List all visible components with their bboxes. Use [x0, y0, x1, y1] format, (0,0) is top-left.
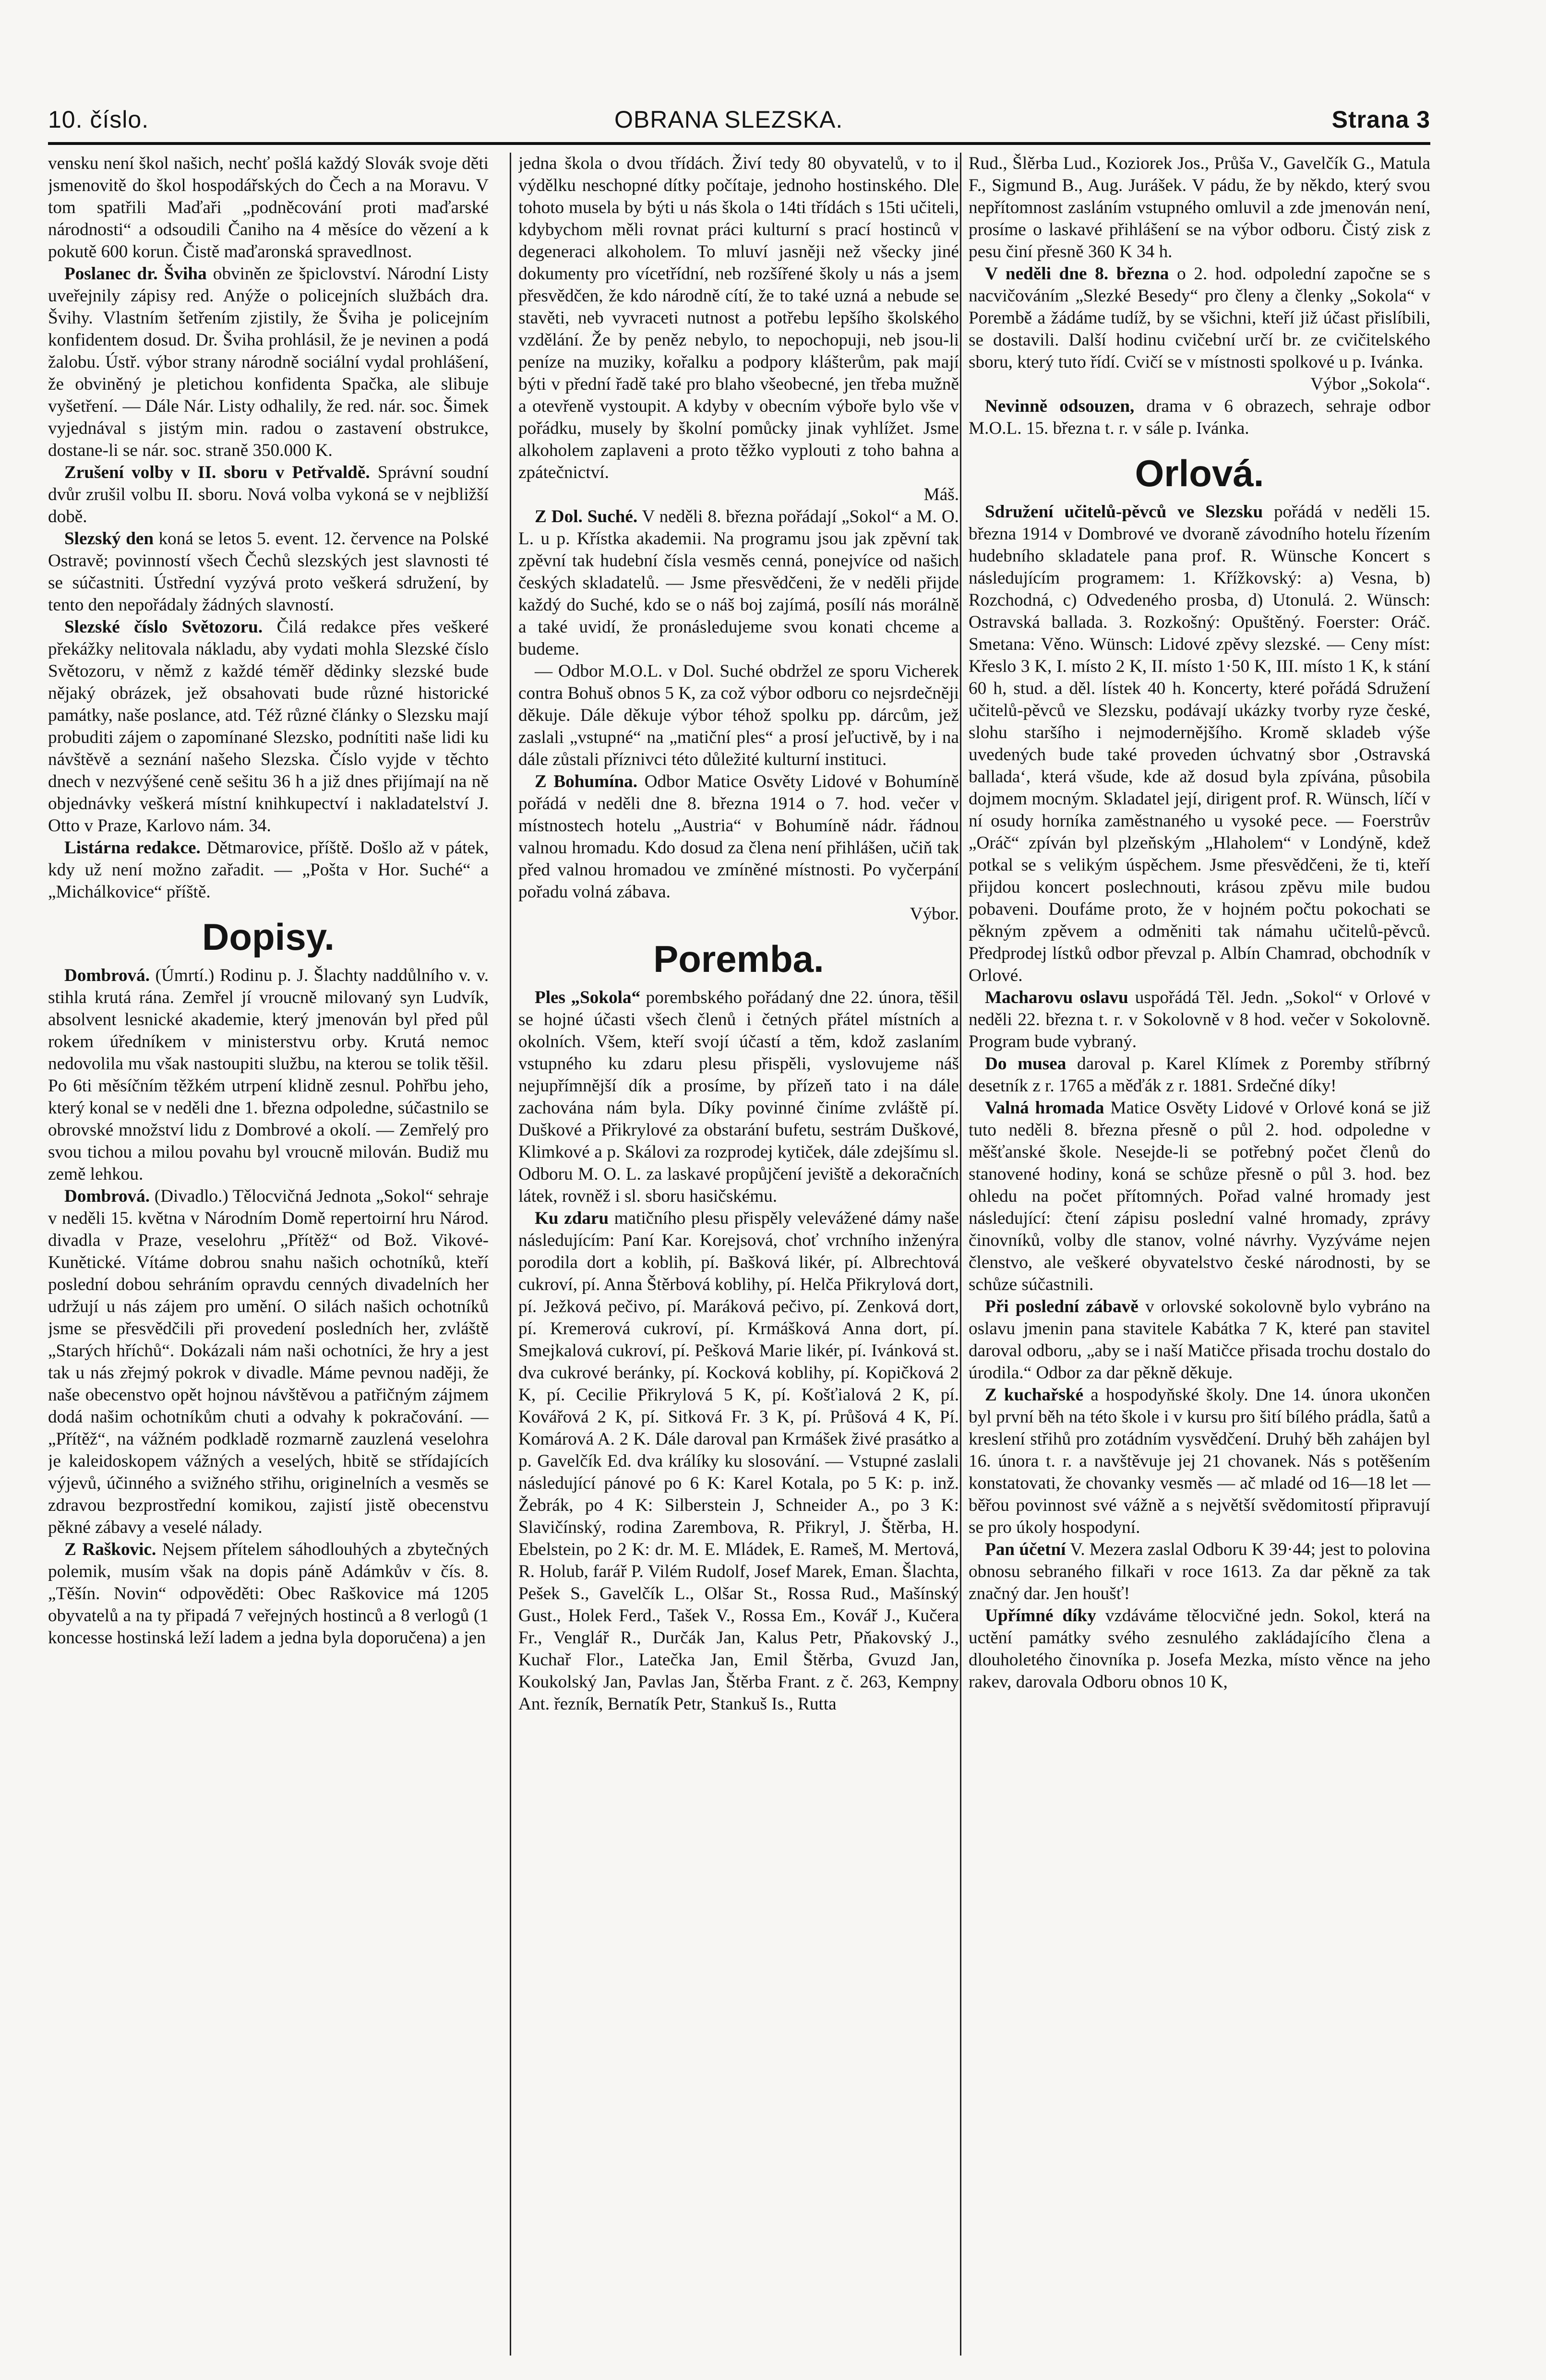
article-heading: Macharovu oslavu: [985, 988, 1128, 1007]
article-heading: Z Dol. Suché.: [535, 507, 638, 526]
section-heading-dopisy: Dopisy.: [202, 916, 335, 958]
article-pan-ucetni: Pan účetní V. Mezera zaslal Odboru K 39·44; jest to polovina obnosu sebraného filkaři v roce 1613. Za dar pěkně za tak značný dar. Jen houšť!: [969, 1540, 1430, 1603]
article-heading: Nevinně odsouzen,: [985, 396, 1135, 416]
article-petrvald-election: Zrušení volby v II. sboru v Petřvaldě. Správní soudní dvůr zrušil volbu II. sboru. Nová volba vykoná se v nejbližší době.: [48, 463, 489, 526]
article-dol-sucha: Z Dol. Suché. V neděli 8. března pořádají „Sokol“ a M. O. L. u p. Křístka akademii. Na programu jsou jak zpěvní tak zpěvní tak hudební čísla vesměs cenná, ponejvíce od našich českých skladatelů. — Jsme přesvědčeni, že v neděli přijde každý do Suché, kdo se o náš boj zajímá, posílí nás morálně a také uvidí, že pronásledujeme svou konati chceme a budeme.: [518, 507, 959, 659]
article-valna-hromada: Valná hromada Matice Osvěty Lidové v Orlové koná se již tuto neděli 8. března přesně o půl 2. hod. odpoledne v měšťanské škole. Nesejde-li se potřebný počet členů do stanovené hodiny, koná se schůze přesně o půl 3. hod. bez ohledu na počet přítomných. Pořad valné hromady jest následující: čtení zápisu poslední valné hromady, zprávy činovníků, volby dle stanov, volné návrhy. Vyzýváme nejen členstvo, ale veškeré obyvatelstvo české národnosti, by se schůze súčastnili.: [969, 1098, 1430, 1294]
article-posledni-zabava: Při poslední zábavě v orlovské sokolovně bylo vybráno na oslavu jmenin pana stavitele Kabátka 7 K, které pan stavitel daroval odboru, „aby se i naší Matičce přisada trochu dostalo do úrodila.“ Odbor za dar pěkně děkuje.: [969, 1297, 1430, 1383]
article-heading: Do musea: [985, 1054, 1067, 1074]
article-slezsky-den: Slezský den koná se letos 5. event. 12. července na Polské Ostravě; povinností všech Čechů slezských jest slavnosti té se súčastniti. Ústřední vyzývá proto veškerá sdružení, by tento den nepořádaly žádných slavností.: [48, 529, 489, 615]
article-svetozor: Slezské číslo Světozoru. Čilá redakce přes veškeré překážky nelitovala nákladu, aby vydati mohla Slezské číslo Světozoru, v němž z každé téměř dědinky slezské bude nějaký obrázek, jež obsahovati bude různé historické památky, naše poslance, atd. Též různé články o Slezsku mají probuditi zájem o zapomínané Slezsko, podnítiti naše lidi ku návštěvě a seznání našeho Slezska. Číslo vyjde v těchto dnech v nezvýšené ceně sešitu 36 h a již dnes přijímají na ně objednávky veškerá místní knihkupectví i nakladatelství J. Otto v Praze, Karlovo nám. 34.: [48, 617, 489, 836]
section-heading-orlova: Orlová.: [1135, 452, 1264, 494]
page-number: Strana 3: [1331, 106, 1430, 133]
article-slovak-schools: vensku není škol našich, nechť pošlá každý Slovák svoje děti jsmenovitě do škol hospodářských do Čech a na Moravu. V tom spatřili Maďaři „podněcování proti maďarské národnosti“ a odsoudili Čaniho na 4 měsíce do vězení a k pokutě 600 korun. Čistě maďaronská spravedlnost.: [48, 154, 489, 262]
article-listarna: Listárna redakce. Dětmarovice, příště. Došlo až v pátek, kdy už není možno zařadit. — „Pošta v Hor. Suché“ a „Michálkovice“ příště.: [48, 838, 489, 902]
article-heading: Ku zdaru: [535, 1208, 609, 1228]
signature: Výbor „Sokola“.: [1310, 374, 1430, 394]
article-slezka-beseda: V neděli dne 8. března o 2. hod. odpolední započne se s nacvičováním „Slezké Besedy“ pro členy a členky „Sokola“ v Porembě a žádáme tudíž, by se všichni, kteří již účast přislíbili, se dostavili. Další hodinu cvičební určí br. ze cvičitelského sboru, který tuto řídí. Cvičí se v místnosti spolkové u p. Ivánka.: [969, 264, 1430, 372]
article-kucharska-skola: Z kuchařské a hospodyňské školy. Dne 14. února ukončen byl první běh na této škole i v kursu pro šití bílého prádla, šatů a kreslení střihů pro zotádním vysvědčení. Druhý běh zahájen byl 16. února t. r. a navštěvuje jej 21 chovanek. Nás s potěšením konstatovati, že chovanky vesměs — ač mladé od 16—18 let — běřou povinnost své vážně a s největší svědomitostí připravují se pro úkoly hospodyní.: [969, 1385, 1430, 1537]
article-mol-sucha: — Odbor M.O.L. v Dol. Suché obdržel ze sporu Vicherek contra Bohuš obnos 5 K, za což výbor odboru co nejsrdečněji děkuje. Dále děkuje výbor téhož spolku pp. dárcům, jež zaslali „vstupné“ na „matiční ples“ a prosí jeľuctivě, by i na dále zůstali příznivci této důležité kulturní instituci.: [518, 661, 959, 769]
column-1: [48, 153, 489, 2360]
article-sdruzeni-pevcu: Sdružení učitelů-pěvců ve Slezsku pořádá v neděli 15. března 1914 v Dombrové ve dvoraně závodního hotelu řízením hudebního skladatele pana prof. R. Wünsche Koncert s následujícím programem: 1. Křížkovský: a) Vesna, b) Rozchodná, c) Odvedeného prosba, d) Utonulá. 2. Wünsch: Ostravská ballada. 3. Rozkošný: Opuštěný. Foerster: Oráč. Smetana: Věno. Wünsch: Lidové zpěvy slezské. — Ceny míst: Křeslo 3 K, I. místo 2 K, II. místo 1·50 K, III. místo 1 K, k stání 60 h, stud. a děl. lístek 40 h. Koncerty, které pořádá Sdružení učitelů-pěvců ve Slezsku, podávají ukázky tvorby ryze české, slohu staršího i nejmodernějšího. Kromě skladeb výše uvedených bude také proveden úchvatný sbor ‚Ostravská ballada‘, která všude, kde až dosud byla zpívána, působila dojmem mocným. Skladatel její, dirigent prof. R. Wünsch, líčí v ní osudy horníka zaměstnaného u vysoké pece. — Foerstrův „Oráč“ zpíván byl plzeňským „Hlaholem“ v Londýně, kdež potkal se s velikým úspěchem. Jsme přesvědčeni, že ti, kteří přijdou koncert poslechnouti, krásou zpěvu mile budou pobaveni. Doufáme proto, že v hojném počtu pokochati se pěkným zpěvem a odměniti tak námahu učitelů-pěvců. Předprodej lístků odbor převzal p. Albín Chamrad, obchodník v Orlové.: [969, 502, 1430, 985]
article-heading: Z Raškovic.: [64, 1540, 156, 1559]
signature: Máš.: [923, 485, 959, 504]
article-heading: Zrušení volby v II. sboru v Petřvaldě.: [64, 463, 370, 482]
article-uprimne-diky: Upřímné díky vzdáváme tělocvičné jedn. Sokol, která na uctění památky svého zesnulého zakládajícího člena a dlouholetého činovníka p. Josefa Mezka, místo věnce na jeho rakev, darovala Odboru obnos 10 K,: [969, 1606, 1430, 1692]
article-macharova-oslava: Macharovu oslavu uspořádá Těl. Jedn. „Sokol“ v Orlové v neděli 22. března t. r. v Sokolovně v 8 hod. večer v Sokolovně. Program bude vybraný.: [969, 988, 1430, 1052]
column-2: [518, 153, 959, 2360]
signature: Výbor.: [910, 904, 959, 924]
section-heading-poremba: Poremba.: [653, 938, 824, 980]
article-bohumin: Z Bohumína. Odbor Matice Osvěty Lidové v Bohumíně pořádá v neděli dne 8. března 1914 o 7. hod. večer v místnostech hotelu „Austria“ v Bohumíně nádr. řádnou valnou hromadu. Kdo dosud za člena není přihlášen, učiň tak před valnou hromadou ve zmíněné místnosti. Po vyčerpání pořadu volná zábava.: [518, 772, 959, 902]
article-heading: Při poslední zábavě: [985, 1297, 1139, 1316]
article-raskovice: Z Raškovic. Nejsem přítelem sáhodlouhých a zbytečných polemik, musím však na dopis páně Adámkův v čís. 8. „Těšín. Novin“ odpověděti: Obec Raškovice má 1205 obyvatelů a na ty připadá 7 veřejných hostinců a 8 verlogů (1 koncesse hostinská leží ladem a jedna byla doporučena) a jen: [48, 1540, 489, 1648]
article-heading: Sdružení učitelů-pěvců ve Slezsku: [985, 502, 1263, 522]
article-heading: Upřímné díky: [985, 1606, 1096, 1626]
page-header: [48, 106, 1430, 139]
article-sviha: Poslanec dr. Šviha obviněn ze špiclovství. Národní Listy uveřejnily zápisy red. Anýže o policejních službách dra. Švihy. Vlastním šetřením zjistily, že Šviha je policejním konfidentem dosud. Dr. Šviha prohlásil, že je nevinen a podá žalobu. Ústř. výbor strany národně sociální vydal prohlášení, že obviněný je pletichou konfidenta Spačka, ale slibuje vyšetření. — Dále Nár. Listy odhalily, že red. nár. soc. Šimek vyjednával s jistým min. radou o zastavení obstrukce, dostane-li se nár. soc. straně 350.000 K.: [48, 264, 489, 460]
article-heading: Pan účetní: [985, 1540, 1066, 1559]
article-heading: V neděli dne 8. března: [985, 264, 1169, 284]
column-divider-2: [960, 153, 961, 2356]
column-divider-1: [510, 153, 511, 2356]
article-heading: Poslanec dr. Šviha: [64, 264, 207, 284]
article-heading: Ples „Sokola“: [535, 988, 641, 1007]
issue-number: 10. číslo.: [48, 106, 149, 133]
article-dombrova-umrti: Dombrová. (Úmrtí.) Rodinu p. J. Šlachty naddůlního v. v. stihla krutá rána. Zemřel jí vroucně milovaný syn Ludvík, absolvent lesnické akademie, který jmenován byl před půl rokem úředníkem v ministerstvu orby. Krutá nemoc nedovolila mu však nastoupiti službu, na kterou se tolik těšil. Po 6ti měsíčním těžkém utrpení klidně zesnul. Pohřbu jeho, který konal se v neděli dne 1. března odpoledne, súčastnilo se obrovské množství lidu z Dombrové a okolí. — Zemřelý pro svou tichou a milou povahu byl vroucně milován. Budiž mu země lehkou.: [48, 966, 489, 1184]
article-heading: Slezské číslo Světozoru.: [64, 617, 263, 637]
article-heading: Slezský den: [64, 529, 154, 549]
header-rule: [48, 142, 1430, 145]
article-ku-zdaru: Ku zdaru matičního plesu přispěly velevážené dámy naše následujícím: Paní Kar. Korejsová, choť vrchního inženýra porodila dort a koblih, pí. Bašková likér, pí. Albrechtová cukroví, pí. Anna Štěrbová koblihy, pí. Helča Přikrylová dort, pí. Ježková pečivo, pí. Maráková pečivo, pí. Zenková dort, pí. Kremerová cukroví, pí. Krmášková Anna dort, pí. Smejkalová cukroví, pí. Pešková Marie likér, pí. Ivánková st. dva cukrové beránky, pí. Kocková koblihy, pí. Kopičková 2 K, pí. Cecilie Přikrylová 5 K, pí. Košťialová 2 K, pí. Kovářová 2 K, pí. Sitková Fr. 3 K, pí. Průšová 4 K, Pí. Komárová A. 2 K. Dále daroval pan Krmášek živé prasátko a p. Gavelčík Ed. dva králíky ku slosování. — Vstupné zaslali následující pánové po 6 K: Karel Kotala, po 5 K: p. inž. Žebrák, po 4 K: Silberstein J, Schneider A., po 3 K: Slavičínský, rodina Zarembova, R. Přikryl, J. Štěrba, H. Ebelstein, po 2 K: dr. M. E. Mládek, E. Rameš, M. Mertová, R. Holub, farář P. Vilém Rudolf, Josef Marek, Eman. Šlachta, Pešek S., Gavelčík L., Olšar St., Rossa Rud., Mašínský Gust., Holek Ferd., Tašek V., Rossa Em., Kovář J., Kučera Fr., Venglář R., Durčák Jan, Kalus Petr, Pňakovský J., Kuchař Flor., Latečka Jan, Emil Štěrba, Gvuzd Jan, Koukolský Jan, Pavlas Jan, Štěrba Frant. z č. 263, Kempny Ant. řezník, Bernatík Petr, Stankuš Is., Rutta: [518, 1208, 959, 1714]
article-heading: Listárna redakce.: [64, 838, 201, 858]
article-heading: Z Bohumína.: [535, 772, 638, 791]
article-ples-sokola: Ples „Sokola“ porembského pořádaný dne 22. února, těšil se hojné účasti všech členů i četných přátel místních a okolních. Všem, kteří svojí účastí a těm, kdož zaslaním vstupného ku zdaru plesu přispěli, vyslovujeme náš nejupřímnější dík a prosíme, by přízeň tato i na dále zachována nám byla. Díky povinné činíme zvláště pí. Duškové a Přikrylové za obstarání bufetu, sestrám Duškové, Klimkové a p. Skálovi za rozprodej kytiček, dále zdejšímu sl. Odboru M. O. L. za laskavé propůjčení jeviště a dekoračních látek, rovněž i sl. sboru hasičskému.: [518, 988, 959, 1206]
article-ku-zdaru-continued: Rud., Šlěrba Lud., Koziorek Jos., Průša V., Gavelčík G., Matula F., Sigmund B., Aug. Jurášek. V pádu, že by někdo, který svou nepřítomnost zasláním vstupného omluvil a zde jmenován není, prosíme o laskavé přihlášení se na výbor odboru. Čistý zisk z pesu činí přesně 360 K 34 h.: [969, 154, 1430, 262]
column-3: [969, 153, 1430, 2360]
article-heading: Dombrová.: [64, 1186, 150, 1206]
article-dombrova-divadlo: Dombrová. (Divadlo.) Tělocvičná Jednota „Sokol“ sehraje v neděli 15. května v Národním Domě repertoirní hru Národ. divadla v Praze, veselohru „Přítěž“ od Bož. Vikové-Kunětické. Vítáme dobrou snahu našich ochotníků, kteří poslední dobou sehráním opravdu cenných divadelních her udržují u nás zájem pro umění. O silách našich ochotníků jsme se přesvědčili při provedení posledních her, zvláště „Starých hříchů“. Dokázali nám naši ochotníci, že hry a jest tak u nás zřejmý pokrok v divadle. Máme pevnou naději, že naše obecenstvo opět hojnou návštěvou a patřičným zájmem dodá našim ochotníkům chuti a odvahy k pokračování. — „Přítěž“, na vážném podkladě rozmarně zauzlená veselohra je kaleidoskopem vážných a veselých, hbitě se střídajících výjevů, účinného a svižného střihu, originelních a vesměs se zdravou bezprostřední komikou, zajistí jistě obecenstvu pěkné zábavy a veselé nálady.: [48, 1186, 489, 1537]
article-heading: Z kuchařské: [985, 1385, 1084, 1405]
article-heading: Dombrová.: [64, 966, 150, 985]
newspaper-title: OBRANA SLEZSKA.: [614, 106, 843, 133]
article-nevinne-odsouzen: Nevinně odsouzen, drama v 6 obrazech, sehraje odbor M.O.L. 15. března t. r. v sále p. Ivánka.: [969, 396, 1430, 438]
article-heading: Valná hromada: [985, 1098, 1104, 1118]
article-museum: Do musea daroval p. Karel Klímek z Poremby stříbrný desetník z r. 1765 a měďák z r. 1881. Srdečné díky!: [969, 1054, 1430, 1096]
article-raskovice-continued: jedna škola o dvou třídách. Živí tedy 80 obyvatelů, v to i výdělku neschopné dítky počítaje, jednoho hostinského. Dle tohoto musela by býti u nás škola o 14ti třídách s 15ti učiteli, kdybychom měli rovnat práci kulturní s prací hostinců v degeneraci alkoholem. To mluví jasněji než všecky jiné dokumenty pro vícetřídní, neb rozšířené školy u nás a jsem přesvědčen, že kdo národně cítí, že to také uzná a nebude se stavěti, neb vyvraceti nutnost a potřebu lepšího školského vzdělání. Že by peněz nebylo, to nepochopuji, neb jsou-li peníze na muziky, kořalku a podpory klášterům, pak mají býti v přední řadě také pro blaho všeobecné, jen třeba mužně a otevřeně vystoupit. A kdyby v obecním výboře bylo vše v pořádku, musely by školní pomůcky jinak vyhlížet. Jsme alkoholem zaplaveni a proto těžko vyplouti z toho bahna a zpátečnictví.: [518, 154, 959, 482]
